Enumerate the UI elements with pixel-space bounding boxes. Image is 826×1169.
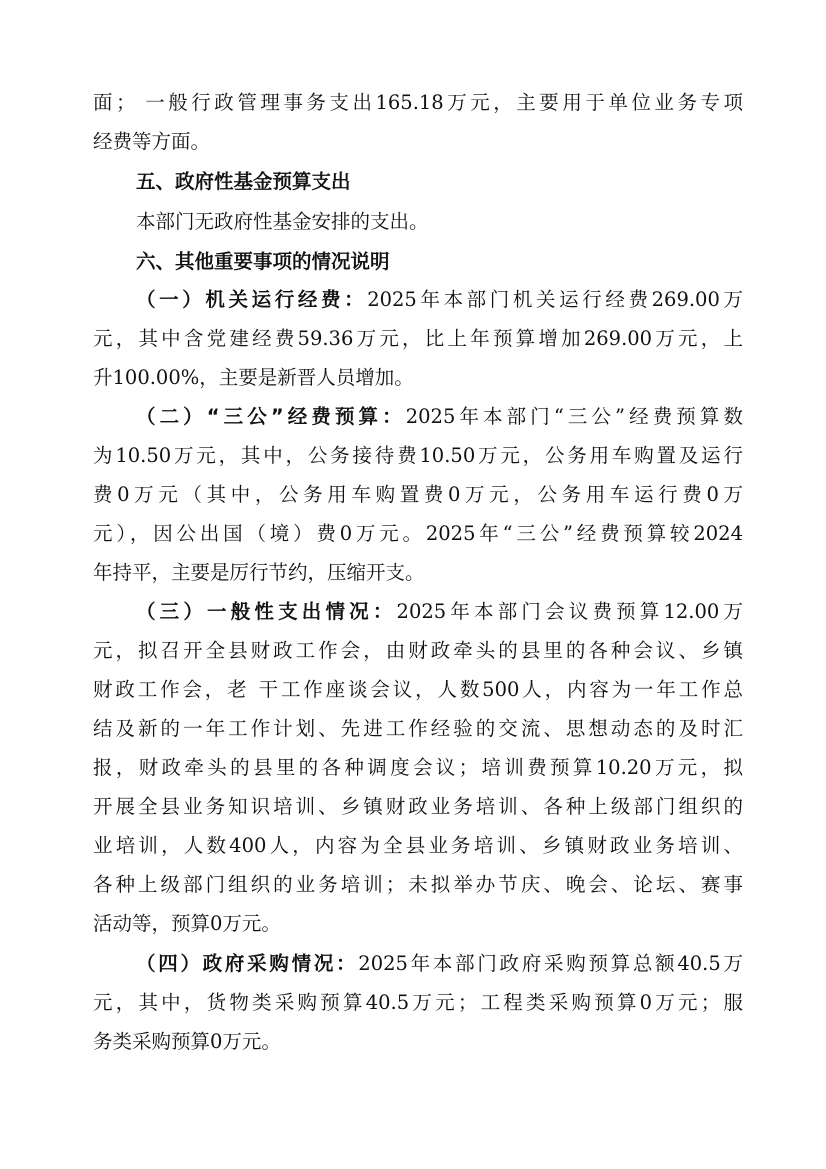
paragraph-line: 元，其中含党建经费59.36万元，比上年预算增加269.00万元，上 <box>93 327 743 350</box>
subsection-4-first-line <box>136 950 743 978</box>
subsection-2-title: （二）“三公”经费预算： <box>136 405 406 428</box>
subsection-1-text: 2025年本部门机关运行经费269.00万 <box>367 288 743 311</box>
paragraph-line: 结及新的一年工作计划、先进工作经验的交流、思想动态的及时汇 <box>93 717 743 740</box>
paragraph-line: 务类采购预算0万元。 <box>93 1030 281 1053</box>
paragraph-line: 财政工作会，老 干工作座谈会议，人数500人，内容为一年工作总 <box>93 678 743 701</box>
paragraph-line: 本部门无政府性基金安排的支出。 <box>136 210 429 233</box>
paragraph-line: 升100.00%，主要是新晋人员增加。 <box>93 366 414 389</box>
paragraph-line: 开展全县业务知识培训、乡镇财政业务培训、各种上级部门组织的 <box>93 795 743 818</box>
subsection-4-text: 2025年本部门政府采购预算总额40.5万 <box>358 952 743 975</box>
subsection-2-first-line <box>136 403 743 431</box>
paragraph-line: 元），因公出国（境）费0万元。2025年“三公”经费预算较2024 <box>93 522 743 545</box>
paragraph-line: 各种上级部门组织的业务培训；未拟举办节庆、晚会、论坛、赛事 <box>93 873 743 896</box>
subsection-3-text: 2025年本部门会议费预算12.00万 <box>396 600 743 623</box>
paragraph-line: 为10.50万元，其中，公务接待费10.50万元，公务用车购置及运行 <box>93 444 743 467</box>
subsection-3-first-line <box>136 598 743 626</box>
paragraph-line: 费0万元（其中，公务用车购置费0万元，公务用车运行费0万 <box>93 483 743 506</box>
paragraph-line: 业培训，人数400人，内容为全县业务培训、乡镇财政业务培训、 <box>93 834 743 857</box>
paragraph-line: 活动等，预算0万元。 <box>93 912 281 935</box>
paragraph-line: 元，拟召开全县财政工作会，由财政牵头的县里的各种会议、乡镇 <box>93 639 743 662</box>
section-heading-6: 六、其他重要事项的情况说明 <box>136 250 390 273</box>
subsection-1-first-line <box>136 286 743 314</box>
subsection-4-title: （四）政府采购情况： <box>136 952 359 975</box>
section-heading-5: 五、政府性基金预算支出 <box>136 170 351 193</box>
subsection-2-text: 2025年本部门“三公”经费预算数 <box>405 405 743 428</box>
paragraph-line: 经费等方面。 <box>93 130 211 153</box>
paragraph-line: 报，财政牵头的县里的各种调度会议；培训费预算10.20万元，拟 <box>93 756 743 779</box>
subsection-3-title: （三）一般性支出情况： <box>136 600 397 623</box>
paragraph-line: 元，其中，货物类采购预算40.5万元；工程类采购预算0万元；服 <box>93 991 743 1014</box>
paragraph-line: 年持平，主要是厉行节约，压缩开支。 <box>93 561 425 584</box>
subsection-1-title: （一）机关运行经费： <box>136 288 368 311</box>
paragraph-line: 面； 一般行政管理事务支出165.18万元，主要用于单位业务专项 <box>93 91 743 114</box>
